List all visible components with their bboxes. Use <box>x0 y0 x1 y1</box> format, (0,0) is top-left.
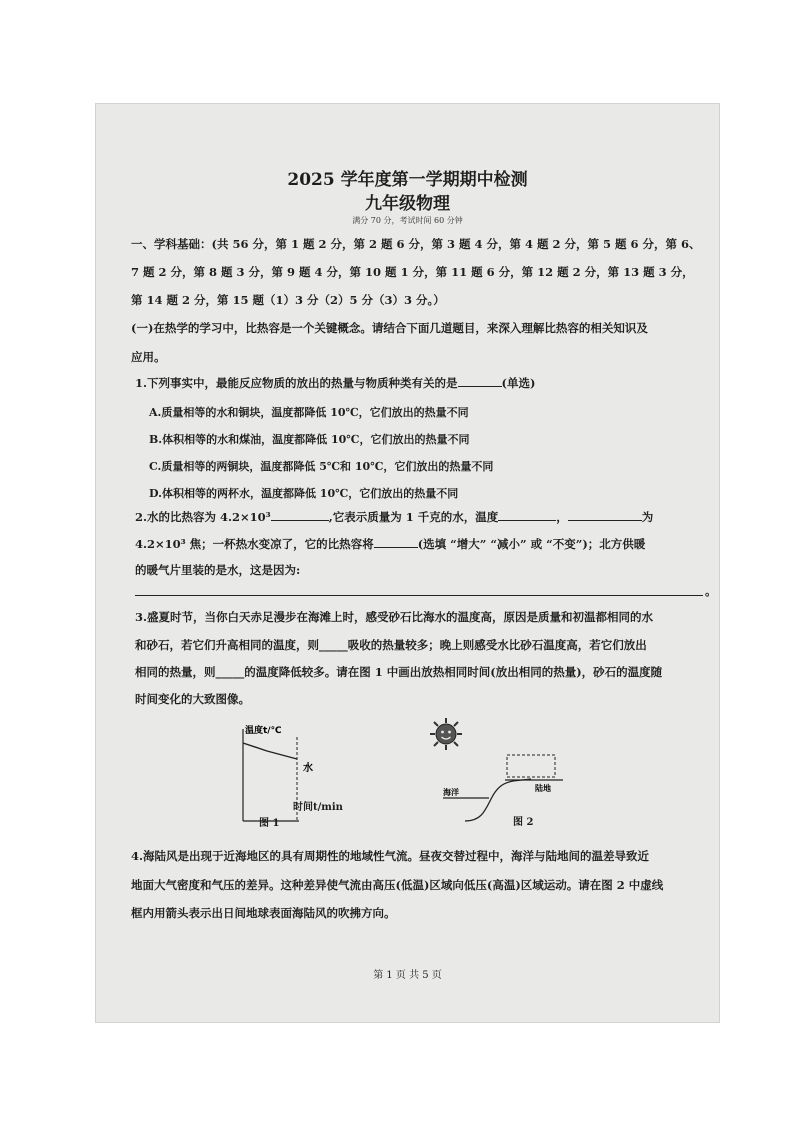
question-2-line1 <box>135 509 653 525</box>
q2-text: 2.水的比热容为 4.2×10³ <box>135 510 271 524</box>
question-3-line: 相同的热量，则_____的温度降低较多。请在图 1 中画出放热相同时间(放出相同的热量)，砂石的温度随 <box>135 665 663 679</box>
question-4-line: 4.海陆风是出现于近海地区的具有周期性的地域性气流。昼夜交替过程中，海洋与陆地间的温差导致近 <box>131 849 649 863</box>
fig1-y-label: 温度t/℃ <box>245 726 282 736</box>
q2-answer-line <box>135 595 703 596</box>
q2-text: ， <box>556 510 568 524</box>
fig1-series-label: 水 <box>303 763 313 774</box>
section1-line: 第 14 题 2 分，第 15 题（1）3 分（2）5 分（3）3 分。） <box>131 293 445 307</box>
question-2-line3: 的暖气片里装的是水，这是因为: <box>135 563 301 577</box>
q1-stem-tail: (单选) <box>501 376 536 390</box>
intro-line: 应用。 <box>131 350 166 364</box>
q2-text: ,它表示质量为 1 千克的水，温度 <box>328 510 499 524</box>
sun-icon <box>429 717 463 751</box>
question-3-line: 和砂石，若它们升高相同的温度，则_____吸收的热量较多；晚上则感受水比砂石温度高，若它们放出 <box>135 638 647 652</box>
page-footer: 第 1 页 共 5 页 <box>373 970 442 981</box>
fig2-dashed-box <box>507 755 555 777</box>
q1-option-c: C.质量相等的两铜块，温度都降低 5℃和 10℃，它们放出的热量不同 <box>149 460 494 473</box>
exam-info: 满分 70 分，考试时间 60 分钟 <box>352 216 463 225</box>
q1-option-a: A.质量相等的水和铜块，温度都降低 10℃，它们放出的热量不同 <box>149 406 469 419</box>
section1-line: 一、学科基础：(共 56 分，第 1 题 2 分，第 2 题 6 分，第 3 题 4 分，第 4 题 2 分，第 5 题 6 分，第 6、 <box>131 237 701 251</box>
exam-subject: 九年级物理 <box>365 194 450 214</box>
question-4-line: 地面大气密度和气压的差异。这种差异使气流由高压(低温)区域向低压(高温)区域运动。请在图 2 中虚线 <box>131 878 664 892</box>
q2-blank-2 <box>498 509 556 521</box>
question-4-line: 框内用箭头表示出日间地球表面海陆风的吹拂方向。 <box>131 906 396 920</box>
q2-blank-1 <box>271 509 329 521</box>
q1-option-d: D.体积相等的两杯水，温度都降低 10℃，它们放出的热量不同 <box>149 487 459 500</box>
q1-stem-text: 1.下列事实中，最能反应物质的放出的热量与物质种类有关的是 <box>135 376 458 390</box>
q2-end-mark: 。 <box>705 584 717 598</box>
q2-text: (选填 “增大” “减小” 或 “不变”)；北方供暖 <box>417 537 646 551</box>
question-3-line: 3.盛夏时节，当你白天赤足漫步在海滩上时，感受砂石比海水的温度高，原因是质量和初温都相同的水 <box>135 610 653 624</box>
fig2-land-label: 陆地 <box>535 784 551 793</box>
fig2-sea-label: 海洋 <box>443 788 459 797</box>
fig2-caption: 图 2 <box>513 817 534 828</box>
q2-text: 4.2×10³ 焦；一杯热水变凉了，它的比热容将 <box>135 537 374 551</box>
q2-blank-4 <box>374 536 418 548</box>
fig1-caption: 图 1 <box>259 818 280 829</box>
fig1-x-label: 时间t/min <box>293 802 343 813</box>
q1-answer-blank <box>458 375 502 387</box>
figure-2 <box>441 751 571 825</box>
question-1-stem <box>135 375 535 391</box>
fig1-water-curve <box>243 743 297 759</box>
question-3-line: 时间变化的大致图像。 <box>135 692 250 706</box>
intro-line: (一)在热学的学习中，比热容是一个关键概念。请结合下面几道题目，来深入理解比热容的相关知识及 <box>131 321 648 335</box>
question-2-line2 <box>135 536 645 552</box>
section1-line: 7 题 2 分，第 8 题 3 分，第 9 题 4 分，第 10 题 1 分，第 11 题 6 分，第 12 题 2 分，第 13 题 3 分， <box>131 265 694 279</box>
q2-text: 为 <box>641 510 654 524</box>
exam-title: 2025 学年度第一学期期中检测 <box>287 170 528 190</box>
q1-option-b: B.体积相等的水和煤油，温度都降低 10℃，它们放出的热量不同 <box>149 433 470 446</box>
q2-blank-3 <box>568 509 642 521</box>
exam-paper <box>95 103 720 1023</box>
